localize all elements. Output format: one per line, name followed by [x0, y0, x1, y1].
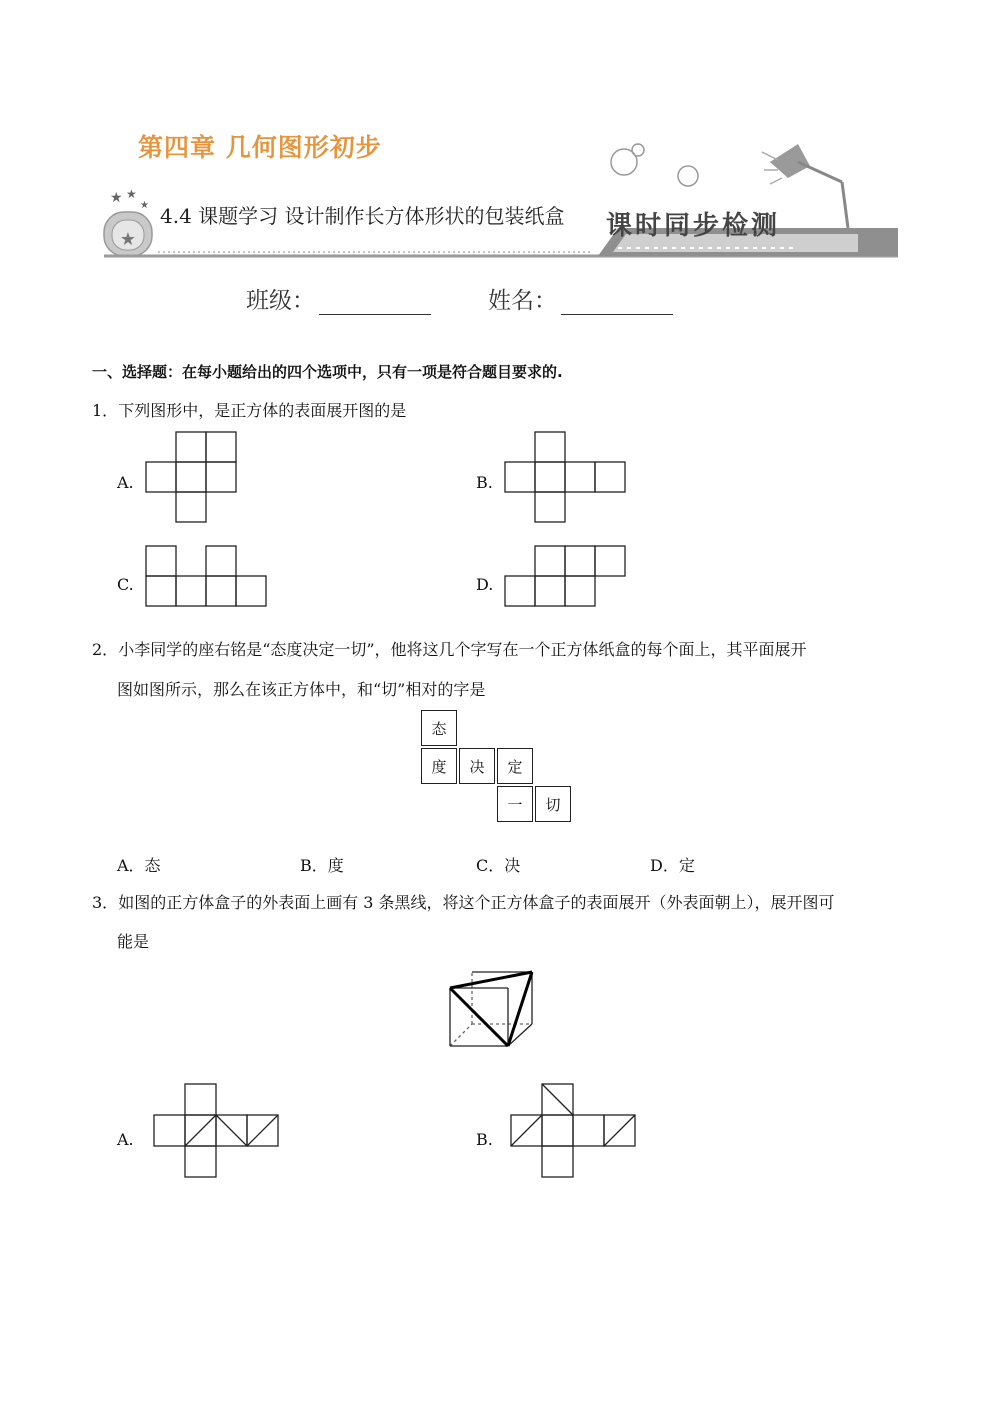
- bubble-icon: [678, 166, 698, 186]
- star-icon: ★: [126, 187, 137, 201]
- net-cell-ding: 定: [497, 748, 533, 784]
- option-c-net[interactable]: [145, 545, 270, 607]
- bubble-icon: [632, 144, 644, 156]
- motto-net: [421, 710, 573, 822]
- question-2-line2: 图如图所示，那么在该正方体中，和“切”相对的字是: [117, 680, 486, 699]
- option-b-label[interactable]: B.: [476, 473, 493, 492]
- name-field[interactable]: [488, 282, 673, 315]
- question-text-line1: 如图的正方体盒子的外表面上画有 3 条黑线，将这个正方体盒子的表面展开（外表面朝上），展开图可: [118, 893, 835, 912]
- question-1: [92, 398, 406, 421]
- question-text: 下列图形中，是正方体的表面展开图的是: [118, 401, 407, 420]
- class-field[interactable]: [246, 282, 431, 315]
- option-b[interactable]: B．度: [300, 856, 344, 875]
- question-number: 3．: [92, 893, 119, 912]
- option-b-net[interactable]: [510, 1083, 638, 1179]
- option-a-net[interactable]: [145, 431, 240, 523]
- question-text-line1: 小李同学的座右铭是“态度决定一切”，他将这几个字写在一个正方体纸盒的每个面上，其平面展开: [118, 640, 807, 659]
- question-number: 2．: [92, 640, 119, 659]
- star-icon: ★: [110, 190, 123, 206]
- option-d-label[interactable]: D.: [476, 575, 494, 594]
- class-label: 班级：: [246, 288, 315, 314]
- option-b-net[interactable]: [504, 431, 629, 523]
- net-cell-qie: 切: [535, 786, 571, 822]
- net-cell-yi: 一: [497, 786, 533, 822]
- star-icon: ★: [140, 200, 149, 211]
- lesson-title: 4.4 课题学习 设计制作长方体形状的包装纸盒: [160, 204, 565, 228]
- brand-title: 课时同步检测: [606, 211, 781, 241]
- name-blank[interactable]: [561, 292, 673, 315]
- option-c-label[interactable]: C.: [117, 575, 134, 594]
- question-2: [92, 637, 807, 660]
- question-3: [92, 890, 835, 913]
- question-number: 1．: [92, 401, 119, 420]
- section-heading: 一、选择题：在每小题给出的四个选项中，只有一项是符合题目要求的.: [92, 363, 563, 381]
- name-label: 姓名：: [488, 288, 557, 314]
- option-d[interactable]: D．定: [650, 856, 695, 875]
- option-a-label[interactable]: A.: [117, 473, 134, 492]
- option-a-net[interactable]: [153, 1083, 281, 1179]
- net-cell-du: 度: [421, 748, 457, 784]
- net-cell-jue: 决: [459, 748, 495, 784]
- option-d-net[interactable]: [504, 545, 629, 607]
- class-blank[interactable]: [319, 292, 431, 315]
- cube-figure: [446, 968, 538, 1050]
- option-b-label[interactable]: B.: [476, 1130, 493, 1149]
- option-a[interactable]: A．态: [117, 856, 161, 875]
- net-cell-tai: 态: [421, 710, 457, 746]
- chapter-title: 第四章 几何图形初步: [138, 133, 382, 162]
- question-3-line2: 能是: [117, 932, 150, 951]
- option-c[interactable]: C．决: [476, 856, 521, 875]
- option-a-label[interactable]: A.: [117, 1130, 134, 1149]
- badge-star-icon: ★: [119, 229, 137, 250]
